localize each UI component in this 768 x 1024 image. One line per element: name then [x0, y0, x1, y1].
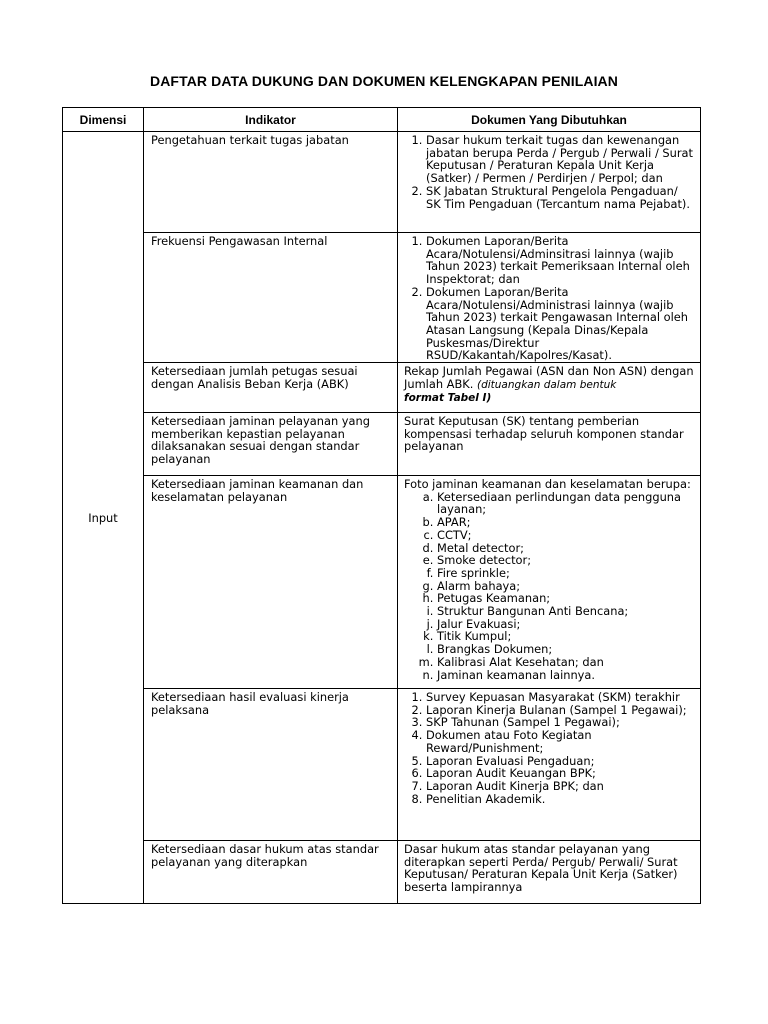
indicator-cell: Ketersediaan jumlah petugas sesuai dengan Analisis Beban Kerja (ABK) [144, 363, 398, 413]
table-row [63, 841, 701, 904]
list-item: 1. Dokumen Laporan/Berita Acara/Notulensi/Adminsitrasi lainnya (wajib Tahun 2023) terkait Pemeriksaan Internal oleh Inspektorat; dan [426, 235, 694, 286]
list-item: a. Ketersediaan perlindungan data pengguna layanan; [437, 491, 694, 516]
list-item: m. Kalibrasi Alat Kesehatan; dan [437, 656, 694, 669]
document-title: DAFTAR DATA DUKUNG DAN DOKUMEN KELENGKAPAN PENILAIAN [150, 73, 618, 89]
document-note: (dituangkan dalam bentuk [476, 378, 617, 391]
list-item: n. Jaminan keamanan lainnya. [437, 669, 694, 682]
list-item: e. Smoke detector; [437, 554, 694, 567]
indicator-cell: Frekuensi Pengawasan Internal [144, 233, 398, 363]
table-row [63, 413, 701, 476]
document-note-bold: format Tabel I) [404, 392, 492, 405]
list-item: 2. Laporan Kinerja Bulanan (Sampel 1 Pegawai); [426, 704, 694, 717]
indicator-cell: Ketersediaan jaminan keamanan dan keselamatan pelayanan [144, 476, 398, 689]
list-item: c. CCTV; [437, 529, 694, 542]
list-item: g. Alarm bahaya; [437, 580, 694, 593]
document-list [404, 491, 694, 682]
document-cell [398, 233, 701, 363]
document-cell [398, 132, 701, 233]
list-item: j. Jalur Evakuasi; [437, 618, 694, 631]
document-list [404, 235, 694, 362]
table-row [63, 689, 701, 841]
list-item: k. Titik Kumpul; [437, 630, 694, 643]
indicator-text-extra: pelayanan [151, 452, 211, 467]
indicator-cell: Pengetahuan terkait tugas jabatan [144, 132, 398, 233]
document-list [404, 691, 694, 805]
list-item: i. Struktur Bangunan Anti Bencana; [437, 605, 694, 618]
list-item: f. Fire sprinkle; [437, 567, 694, 580]
document-cell: Surat Keputusan (SK) tentang pemberian kompensasi terhadap seluruh komponen standar pelayanan [398, 413, 701, 476]
header-dimensi: Dimensi [63, 108, 144, 132]
document-cell [398, 689, 701, 841]
document-intro: Foto jaminan keamanan dan keselamatan berupa: [404, 477, 691, 492]
list-item: l. Brangkas Dokumen; [437, 643, 694, 656]
list-item: h. Petugas Keamanan; [437, 592, 694, 605]
document-list [404, 134, 694, 210]
requirements-table [62, 107, 701, 904]
list-item: 7. Laporan Audit Kinerja BPK; dan [426, 780, 694, 793]
list-item: 4. Dokumen atau Foto Kegiatan Reward/Punishment; [426, 729, 694, 754]
document-text: Rekap Jumlah Pegawai (ASN dan Non ASN) dengan Jumlah ABK. [404, 364, 694, 391]
table-row [63, 132, 701, 233]
list-item: 6. Laporan Audit Keuangan BPK; [426, 767, 694, 780]
document-cell [398, 476, 701, 689]
document-cell: Dasar hukum atas standar pelayanan yang diterapkan seperti Perda/ Pergub/ Perwali/ Surat Keputusan/ Peraturan Kepala Unit Kerja (Satker) beserta lampirannya [398, 841, 701, 904]
list-item: 8. Penelitian Akademik. [426, 793, 694, 806]
list-item: 5. Laporan Evaluasi Pengaduan; [426, 755, 694, 768]
document-cell [398, 363, 701, 413]
table-row [63, 476, 701, 689]
table-row [63, 363, 701, 413]
indicator-cell: Ketersediaan hasil evaluasi kinerja pelaksana [144, 689, 398, 841]
list-item: 2. SK Jabatan Struktural Pengelola Pengaduan/ SK Tim Pengaduan (Tercantum nama Pejabat). [426, 185, 694, 210]
header-dokumen: Dokumen Yang Dibutuhkan [398, 108, 701, 132]
indicator-text: Ketersediaan jaminan pelayanan yang memberikan kepastian pelayanan dilaksanakan sesuai dengan standar [151, 414, 370, 454]
header-indikator: Indikator [144, 108, 398, 132]
list-item: b. APAR; [437, 516, 694, 529]
list-item: 2. Dokumen Laporan/Berita Acara/Notulensi/Administrasi lainnya (wajib Tahun 2023) terkait Pengawasan Internal oleh Atasan Langsung (Kepala Dinas/Kepala Puskesmas/Direktur RSUD/Kakantah/Kapolres/Kasat). [426, 286, 694, 362]
indicator-cell: Ketersediaan dasar hukum atas standar pelayanan yang diterapkan [144, 841, 398, 904]
list-item: 1. Survey Kepuasan Masyarakat (SKM) terakhir [426, 691, 694, 704]
list-item: 1. Dasar hukum terkait tugas dan kewenangan jabatan berupa Perda / Pergub / Perwali / Surat Keputusan / Peraturan Kepala Unit Kerja (Satker) / Permen / Perdirjen / Perpol; dan [426, 134, 694, 185]
dimension-cell: Input [63, 132, 144, 904]
table-header-row [63, 108, 701, 132]
table-row [63, 233, 701, 363]
indicator-cell [144, 413, 398, 476]
list-item: d. Metal detector; [437, 542, 694, 555]
list-item: 3. SKP Tahunan (Sampel 1 Pegawai); [426, 716, 694, 729]
